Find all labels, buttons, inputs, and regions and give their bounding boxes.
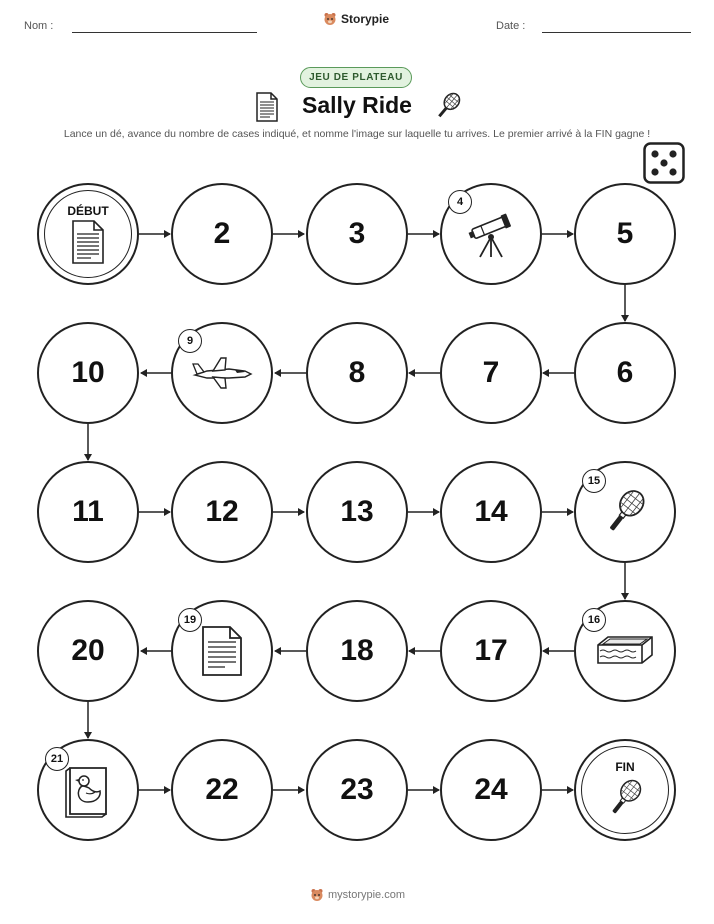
date-line[interactable]	[542, 32, 691, 33]
date-label: Date :	[496, 20, 526, 32]
finish-cell[interactable]	[574, 739, 676, 841]
cell-number-badge: 16	[582, 608, 606, 632]
cell-13[interactable]: 13	[306, 461, 408, 563]
cell-18[interactable]: 18	[306, 600, 408, 702]
dice-icon	[643, 142, 685, 184]
telescope-icon	[468, 209, 514, 259]
footer-url[interactable]: mystorypie.com	[328, 889, 406, 901]
start-cell[interactable]	[37, 183, 139, 285]
duck-book-icon	[64, 762, 112, 818]
cell-number-badge: 19	[178, 608, 202, 632]
brand-name: Storypie	[341, 12, 390, 26]
cell-20[interactable]: 20	[37, 600, 139, 702]
cell-number-badge: 21	[45, 747, 69, 771]
document-icon	[71, 220, 105, 264]
cell-number-badge: 4	[448, 190, 472, 214]
cell-14[interactable]: 14	[440, 461, 542, 563]
cell-7[interactable]: 7	[440, 322, 542, 424]
document-icon	[201, 625, 243, 677]
cell-24[interactable]: 24	[440, 739, 542, 841]
cell-17[interactable]: 17	[440, 600, 542, 702]
cell-2[interactable]: 2	[171, 183, 273, 285]
tennis-racket-icon	[433, 91, 463, 121]
start-label: DÉBUT	[67, 204, 109, 218]
cell-number-badge: 9	[178, 329, 202, 353]
footer	[310, 888, 405, 902]
cell-6[interactable]: 6	[574, 322, 676, 424]
cell-10[interactable]: 10	[37, 322, 139, 424]
cell-5[interactable]: 5	[574, 183, 676, 285]
page-title: Sally Ride	[302, 92, 412, 118]
brand-logo	[323, 12, 389, 26]
cell-11[interactable]: 11	[37, 461, 139, 563]
cell-12[interactable]: 12	[171, 461, 273, 563]
name-line[interactable]	[72, 32, 257, 33]
fighter-jet-icon	[191, 356, 253, 390]
bear-logo-icon	[310, 888, 324, 902]
game-type-badge: JEU DE PLATEAU	[300, 67, 412, 88]
bear-logo-icon	[323, 12, 337, 26]
cell-3[interactable]: 3	[306, 183, 408, 285]
cell-23[interactable]: 23	[306, 739, 408, 841]
tennis-racket-icon	[601, 487, 649, 537]
cell-8[interactable]: 8	[306, 322, 408, 424]
swimming-pool-icon	[594, 631, 656, 671]
name-label: Nom :	[24, 20, 54, 32]
cell-number-badge: 15	[582, 469, 606, 493]
cell-22[interactable]: 22	[171, 739, 273, 841]
finish-label: FIN	[615, 760, 635, 774]
tennis-racket-icon	[605, 776, 645, 820]
instructions: Lance un dé, avance du nombre de cases indiqué, et nomme l'image sur laquelle tu arrives. Le premier arrivé à la FIN gagne !	[63, 128, 651, 140]
